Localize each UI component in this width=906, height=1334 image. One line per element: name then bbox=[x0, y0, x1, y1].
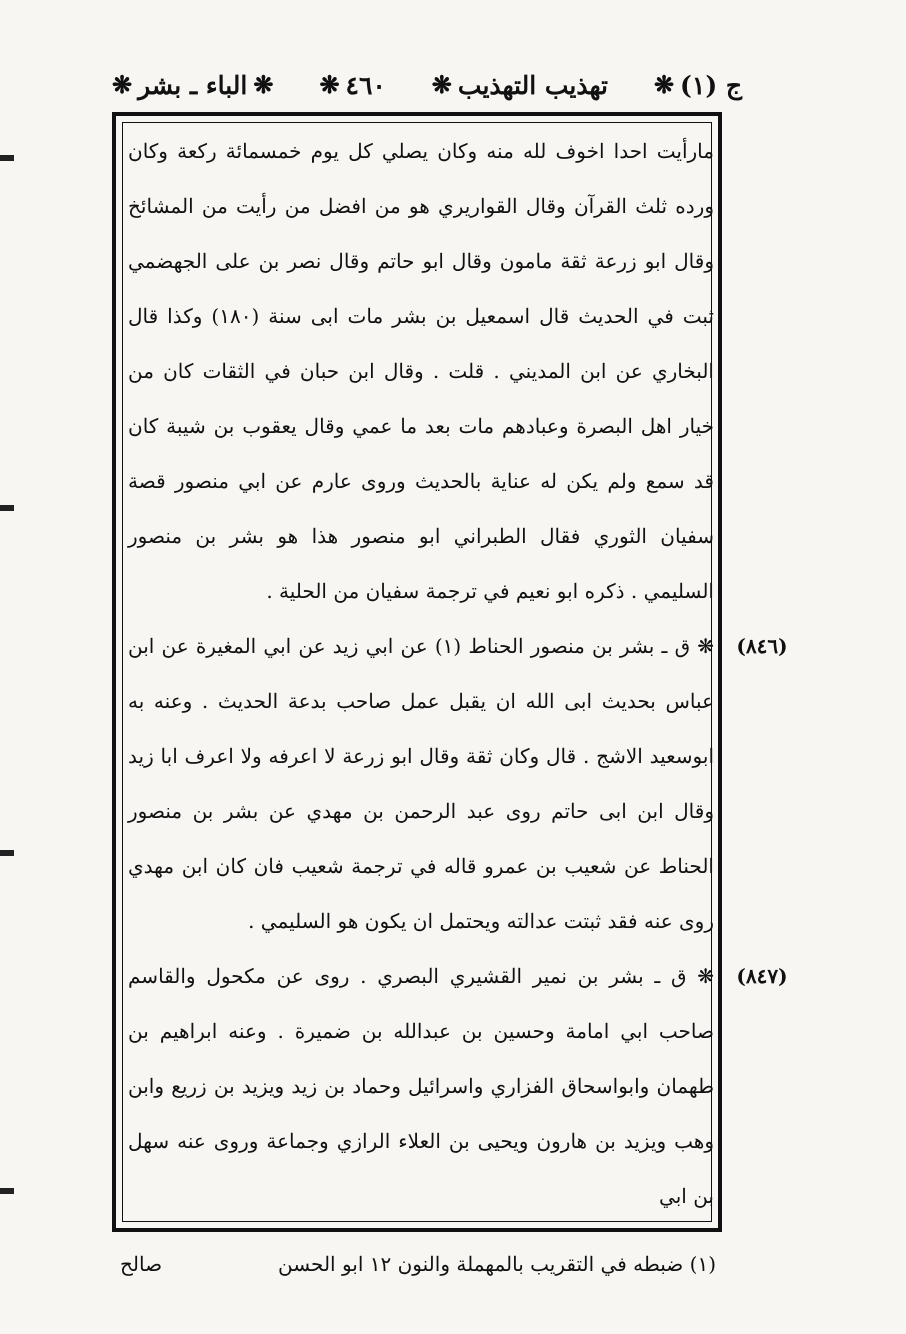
section-title bbox=[112, 71, 273, 100]
section-text: الباء ـ بشر bbox=[138, 70, 248, 100]
page-number bbox=[319, 71, 385, 100]
asterisk-flower-icon: ❋ bbox=[253, 70, 274, 99]
book-title-text: تهذيب التهذيب bbox=[457, 70, 608, 100]
margin-mark bbox=[0, 1188, 14, 1194]
biography-entry-846 bbox=[128, 619, 788, 949]
asterisk-flower-icon: ❋ bbox=[431, 70, 452, 99]
footnote bbox=[120, 1244, 716, 1284]
entry-text: ـ بشر بن نمير القشيري البصري . روى عن مكحول والقاسم صاحب ابي امامة وحسين بن عبدالله بن ضميرة . وعنه ابراهيم بن طهمان وابواسحاق الفزاري واسرائيل وحماد بن زيد ويزيد بن زريع وابن وهب ويزيد بن هارون ويحيى بن العلاء الرازي وجماعة وروى عنه سهل بن ابي bbox=[128, 964, 714, 1208]
margin-mark bbox=[0, 155, 14, 161]
biography-entry-847 bbox=[128, 949, 788, 1224]
catchword: صالح bbox=[120, 1252, 163, 1276]
book-title bbox=[432, 71, 608, 100]
volume-label bbox=[654, 71, 742, 100]
entry-number: (٨٤٧) bbox=[736, 964, 788, 988]
margin-mark bbox=[0, 850, 14, 856]
page-body bbox=[128, 124, 788, 1224]
entry-number: (٨٤٦) bbox=[736, 634, 788, 658]
asterisk-flower-icon: ❋ bbox=[112, 70, 133, 99]
asterisk-flower-icon: ❋ bbox=[319, 70, 340, 99]
volume-text: ج (١) bbox=[680, 70, 742, 100]
entry-code: ق bbox=[674, 634, 691, 658]
page-header bbox=[112, 60, 742, 110]
footnote-text: (١) ضبطه في التقريب بالمهملة والنون ١٢ ابو الحسن bbox=[277, 1252, 716, 1276]
continuation-paragraph: مارأيت احدا اخوف لله منه وكان يصلي كل يوم خمسمائة ركعة وكان ورده ثلث القرآن وقال القواريري هو من افضل من رأيت من المشائخ وقال ابو زرعة ثقة مامون وقال ابو حاتم وقال نصر بن على الجهضمي ثبت في الحديث قال اسمعيل بن بشر مات ابى سنة (١٨٠) وكذا قال البخاري عن ابن المديني . قلت . وقال ابن حبان في الثقات كان من خيار اهل البصرة وعبادهم مات بعد ما عمي وقال يعقوب بن شيبة كان قد سمع ولم يكن له عناية بالحديث وروى عارم عن ابي منصور قصة سفيان الثوري فقال الطبراني ابو منصور هذا هو بشر بن منصور السليمي . ذكره ابو نعيم في ترجمة سفيان من الحلية . bbox=[128, 139, 715, 603]
asterisk-flower-icon: ❋ bbox=[697, 634, 715, 658]
asterisk-flower-icon: ❋ bbox=[697, 964, 715, 988]
asterisk-flower-icon: ❋ bbox=[653, 70, 675, 99]
entry-code: ق bbox=[670, 964, 687, 988]
entry-text: ـ بشر بن منصور الحناط (١) عن ابي زيد عن ابي المغيرة عن ابن عباس بحديث ابى الله ان يقبل عمل صاحب بدعة الحديث . وعنه به ابوسعيد الاشج . قال وكان ثقة وقال ابو زرعة لا اعرفه ولا اعرف ابا زيد وقال ابن ابى حاتم روى عبد الرحمن بن مهدي عن بشر بن منصور الحناط عن شعيب بن عمرو قاله في ترجمة شعيب فان كان ابن مهدي روى عنه فقد ثبتت عدالته ويحتمل ان يكون هو السليمي . bbox=[128, 634, 714, 933]
margin-mark bbox=[0, 505, 14, 511]
page-number-text: ٤٦٠ bbox=[345, 70, 386, 100]
